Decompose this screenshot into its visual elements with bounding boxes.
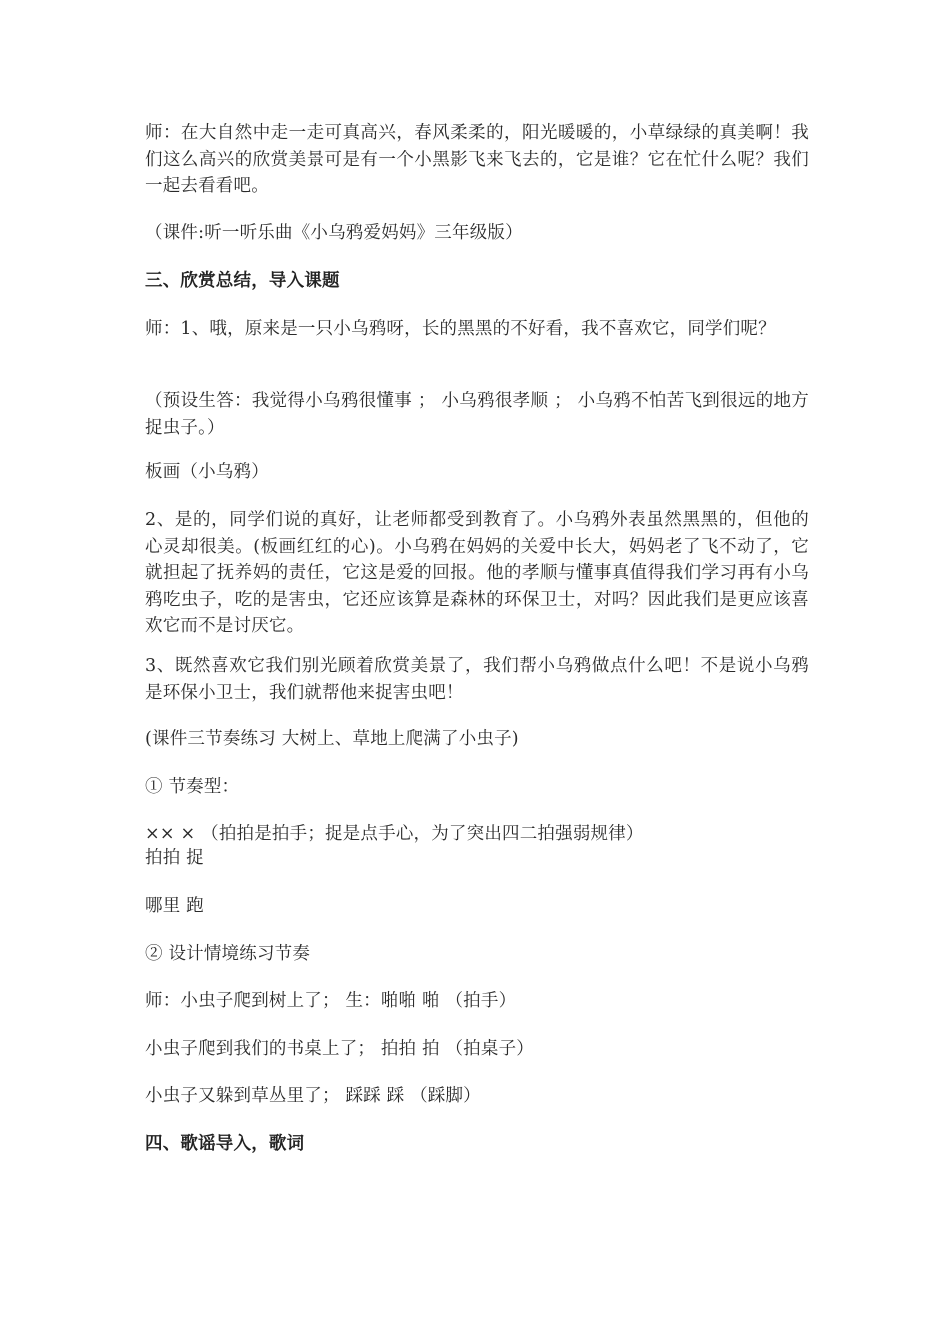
paragraph-rhythm-type: ① 节奏型：	[145, 777, 240, 797]
paragraph-courseware-rhythm: (课件三节奏练习 大树上、草地上爬满了小虫子)	[145, 729, 519, 749]
paragraph-expected-answers: （预设生答：我觉得小乌鸦很懂事 ； 小乌鸦很孝顺 ； 小乌鸦不怕苦飞到很远的地方捉虫子。）	[145, 391, 809, 438]
paragraph-point-3: 3、既然喜欢它我们别光顾着欣赏美景了，我们帮小乌鸦做点什么吧！不是说小乌鸦是环保小卫士，我们就帮他来捉害虫吧！	[145, 656, 809, 703]
paragraph-scenario-tree: 师：小虫子爬到树上了； 生：啪啪 啪 （拍手）	[145, 991, 517, 1011]
paragraph-point-2: 2、是的，同学们说的真好，让老师都受到教育了。小乌鸦外表虽然黑黑的，但他的心灵却很美。(板画红红的心)。小乌鸦在妈妈的关爱中长大，妈妈老了飞不动了，它就担起了抚养妈的责任，它这是爱的回报。他的孝顺与懂事真值得我们学习再有小乌鸦吃虫子，吃的是害虫，它还应该算是森林的环保卫士，对吗？因此我们是更应该喜欢它而不是讨厌它。	[145, 510, 809, 636]
paragraph-rhythm-notation: ×× × （拍拍是拍手；捉是点手心，为了突出四二拍强弱规律）	[145, 824, 644, 844]
paragraph-courseware-listen: （课件:听一听乐曲《小乌鸦爱妈妈》三年级版）	[145, 223, 523, 243]
section-heading-3: 三、欣赏总结，导入课题	[145, 271, 340, 291]
section-heading-4: 四、歌谣导入，歌词	[145, 1134, 305, 1154]
paragraph-intro: 师：在大自然中走一走可真高兴，春风柔柔的，阳光暖暖的，小草绿绿的真美啊！我们这么高兴的欣赏美景可是有一个小黑影飞来飞去的，它是谁？它在忙什么呢？我们一起去看看吧。	[145, 123, 809, 196]
paragraph-where-run: 哪里 跑	[145, 896, 204, 916]
paragraph-scenario-desk: 小虫子爬到我们的书桌上了； 拍拍 拍 （拍桌子）	[145, 1039, 534, 1059]
paragraph-board-drawing: 板画（小乌鸦）	[145, 462, 269, 482]
paragraph-scenario-grass: 小虫子又躲到草丛里了； 踩踩 踩 （踩脚）	[145, 1086, 481, 1106]
paragraph-rhythm-words: 拍拍 捉	[145, 848, 204, 868]
paragraph-teacher-question: 师：1、哦，原来是一只小乌鸦呀，长的黑黑的不好看，我不喜欢它，同学们呢？	[145, 319, 776, 339]
paragraph-design-scenario: ② 设计情境练习节奏	[145, 944, 311, 964]
